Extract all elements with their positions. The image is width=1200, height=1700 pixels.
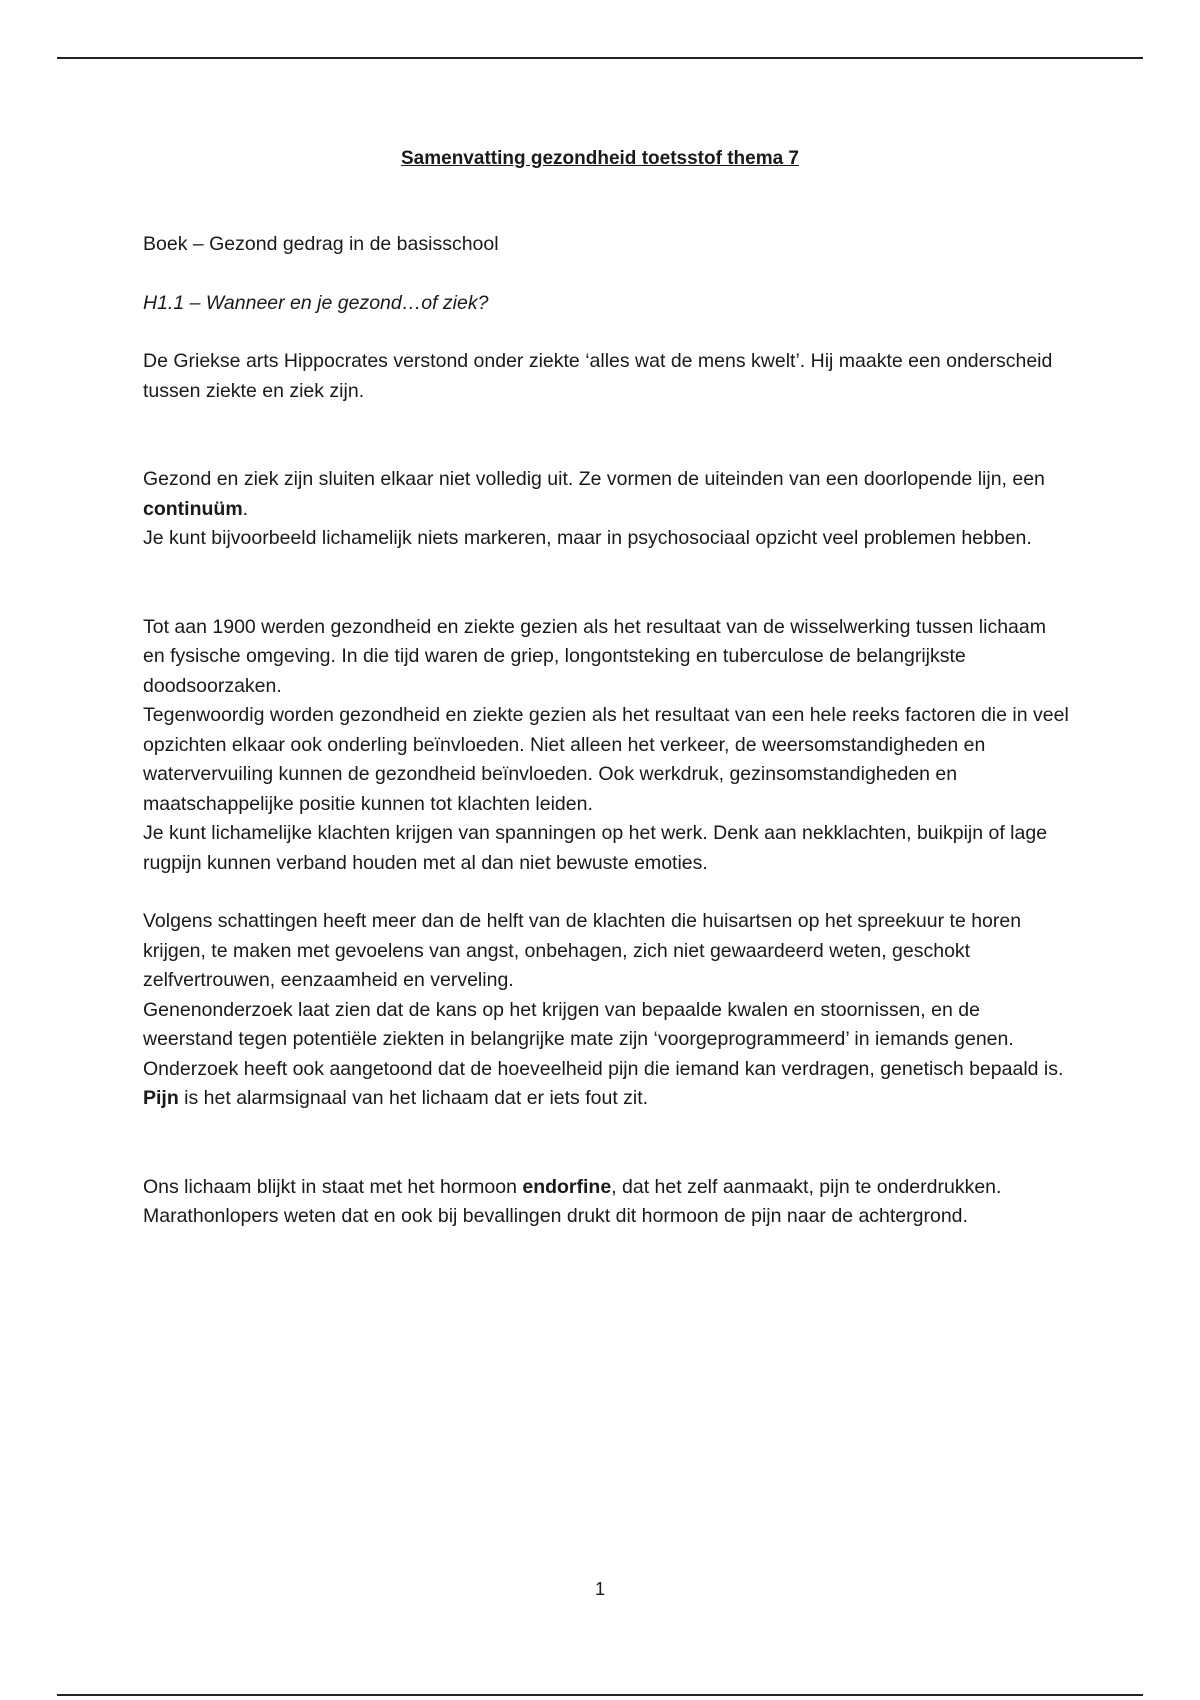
bottom-rule bbox=[57, 1694, 1143, 1696]
section-heading: H1.1 – Wanneer en je gezond…of ziek? bbox=[143, 291, 489, 314]
book-line: Boek – Gezond gedrag in de basisschool bbox=[143, 233, 499, 255]
document-body bbox=[143, 230, 1073, 1232]
term-pijn: Pijn bbox=[143, 1087, 179, 1109]
paragraph-endorphin-start: Ons lichaam blijkt in staat met het hormoon bbox=[143, 1175, 523, 1198]
paragraph-genetics: Genenonderzoek laat zien dat de kans op het krijgen van bepaalde kwalen en stoornissen, en de weerstand tegen potentiële ziekten in belangrijke mate zijn ‘voorgeprogrammeerd’ in iemands genen. Onderzoek heeft ook aangetoond dat de hoeveelheid pijn die iemand kan verdragen, genetisch bepaald is. bbox=[143, 998, 1064, 1080]
top-rule bbox=[57, 57, 1143, 59]
term-endorfine: endorfine bbox=[522, 1175, 612, 1198]
paragraph-psychosocial: Je kunt bijvoorbeeld lichamelijk niets markeren, maar in psychosociaal opzicht veel problemen hebben. bbox=[143, 527, 1032, 549]
document-title: Samenvatting gezondheid toetsstof thema 7 bbox=[401, 148, 799, 169]
page-number: 1 bbox=[594, 1579, 605, 1599]
paragraph-1900: Tot aan 1900 werden gezondheid en ziekte gezien als het resultaat van de wisselwerking tussen lichaam en fysische omgeving. In die tijd waren de griep, longontsteking en tuberculose de belangrijkste doodsoorzaken. bbox=[143, 615, 1046, 697]
paragraph-hippocrates: De Griekse arts Hippocrates verstond onder ziekte ‘alles wat de mens kwelt’. Hij maakte een onderscheid tussen ziekte en ziek zijn. bbox=[143, 350, 1053, 402]
paragraph-endorphin-end: , dat het zelf aanmaakt, pijn te onderdrukken. Marathonlopers weten dat en ook bij bevallingen drukt dit hormoon de pijn naar de achtergrond. bbox=[143, 1175, 1002, 1227]
paragraph-pain bbox=[143, 1084, 1073, 1114]
paragraph-continuum-end: . bbox=[242, 497, 249, 520]
term-continuum: continuüm bbox=[143, 497, 243, 520]
paragraph-continuum bbox=[143, 465, 1073, 524]
paragraph-estimates: Volgens schattingen heeft meer dan de helft van de klachten die huisartsen op het spreekuur te horen krijgen, te maken met gevoelens van angst, onbehagen, zich niet gewaardeerd weten, geschokt zelfvertrouwen, eenzaamheid en verveling. bbox=[143, 910, 1022, 991]
paragraph-tension: Je kunt lichamelijke klachten krijgen van spanningen op het werk. Denk aan nekklachten, buikpijn of lage rugpijn kunnen verband houden met al dan niet bewuste emoties. bbox=[143, 822, 1048, 874]
paragraph-endorphin bbox=[143, 1173, 1073, 1232]
paragraph-continuum-text: Gezond en ziek zijn sluiten elkaar niet volledig uit. Ze vormen de uiteinden van een doorlopende lijn, een bbox=[143, 468, 1045, 490]
paragraph-factors: Tegenwoordig worden gezondheid en ziekte gezien als het resultaat van een hele reeks factoren die in veel opzichten elkaar ook onderling beïnvloeden. Niet alleen het verkeer, de weersomstandigheden en watervervuiling kunnen de gezondheid beïnvloeden. Ook werkdruk, gezinsomstandigheden en maatschappelijke positie kunnen tot klachten leiden. bbox=[143, 704, 1069, 815]
paragraph-pain-text: is het alarmsignaal van het lichaam dat er iets fout zit. bbox=[178, 1087, 649, 1109]
